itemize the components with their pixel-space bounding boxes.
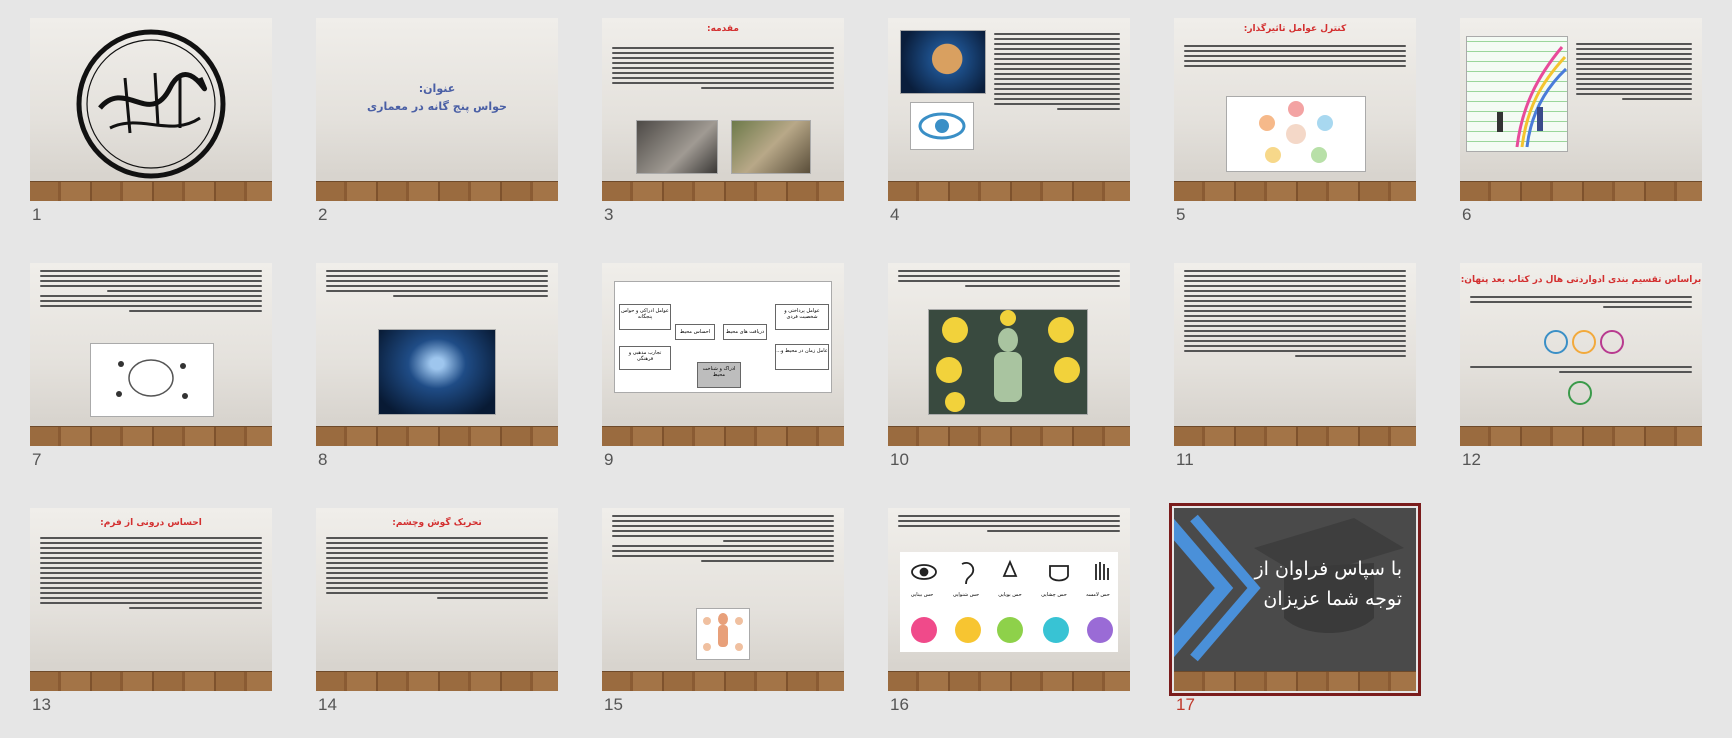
slide-thumbnail-5[interactable]	[1174, 18, 1416, 201]
slide-thumbnail-10[interactable]	[888, 263, 1130, 446]
brain-sketch	[90, 343, 214, 417]
body-senses-figure	[696, 608, 750, 660]
slide-number: 15	[604, 695, 623, 714]
body-text	[326, 267, 548, 300]
slide-11	[1174, 263, 1416, 446]
slide-thumbnail-6[interactable]	[1460, 18, 1702, 201]
slide-thumbnail-1[interactable]	[30, 18, 272, 201]
hand-icon	[1568, 381, 1592, 405]
slide-6	[1460, 18, 1702, 201]
slide-number: 6	[1462, 205, 1472, 224]
slide-number: 2	[318, 205, 328, 224]
slide-number: 3	[604, 205, 614, 224]
slide-1	[30, 18, 272, 201]
thanks-line-2: توجه شما عزیزان	[1263, 588, 1402, 610]
slide-4	[888, 18, 1130, 201]
body-text	[898, 512, 1120, 535]
head-brain-photo	[900, 30, 986, 94]
five-senses-chart	[900, 552, 1118, 652]
calligraphy-logo-icon	[30, 18, 272, 201]
slide-number: 5	[1176, 205, 1186, 224]
slide-3	[602, 18, 844, 201]
slide-12	[1460, 263, 1702, 446]
slide-thumbnail-15[interactable]	[602, 508, 844, 691]
slide-thumbnail-9[interactable]	[602, 263, 844, 446]
body-text	[326, 534, 548, 602]
body-text	[40, 534, 262, 612]
slide-16	[888, 508, 1130, 691]
slide-14	[316, 508, 558, 691]
slide-17	[1174, 508, 1416, 691]
slide-title: مقدمه:	[707, 24, 739, 34]
slide-number: 16	[890, 695, 909, 714]
perception-diagram	[614, 281, 832, 393]
slide-title: حواس پنج گانه در معماری	[367, 100, 507, 113]
slide-thumbnail-2[interactable]	[316, 18, 558, 201]
slide-thumbnail-16[interactable]	[888, 508, 1130, 691]
thanks-line-1: با سپاس فراوان از	[1254, 558, 1402, 580]
slide-5	[1174, 18, 1416, 201]
slide-thumbnail-7[interactable]	[30, 263, 272, 446]
slide-thumbnail-3[interactable]	[602, 18, 844, 201]
slide-thumbnail-4[interactable]	[888, 18, 1130, 201]
slide-2	[316, 18, 558, 201]
slide-title: تحریک گوش وچشم:	[392, 518, 482, 528]
sense-label: حس بینایی	[910, 592, 934, 598]
body-text	[40, 267, 262, 315]
body-text	[1470, 293, 1692, 311]
slide-number: 8	[318, 450, 328, 469]
interior-photo	[636, 120, 718, 174]
slide-number: 1	[32, 205, 42, 224]
slide-number: 12	[1462, 450, 1481, 469]
slide-title: احساس درونی از فرم:	[100, 518, 202, 528]
diagram-box: تجارب مذهبی و فرهنگی	[619, 346, 671, 370]
sense-label: حس بویایی	[998, 592, 1022, 598]
interior-lighting-photo	[378, 329, 496, 415]
slide-9	[602, 263, 844, 446]
diagram-box: احساس محیط	[675, 324, 715, 340]
slide-thumbnail-17[interactable]	[1174, 508, 1416, 691]
eye-illustration	[910, 102, 974, 150]
building-photo	[731, 120, 811, 174]
diagram-box: دریافت های محیط	[723, 324, 767, 340]
senses-icons	[1544, 329, 1624, 355]
slide-number: 7	[32, 450, 42, 469]
body-text	[1576, 40, 1692, 103]
slide-8	[316, 263, 558, 446]
slide-thumbnail-12[interactable]	[1460, 263, 1702, 446]
sense-label: حس شنوایی	[952, 592, 980, 598]
body-text	[612, 512, 834, 565]
slide-number: 14	[318, 695, 337, 714]
senses-body-illustration	[928, 309, 1088, 415]
slide-number: 11	[1176, 450, 1194, 469]
slide-number: 13	[32, 695, 51, 714]
slide-15	[602, 508, 844, 691]
senses-diagram	[1226, 96, 1366, 172]
sense-label: حس لامسه	[1086, 592, 1110, 598]
slide-number: 10	[890, 450, 909, 469]
slide-13	[30, 508, 272, 691]
slide-label: عنوان:	[418, 82, 456, 95]
slide-number: 9	[604, 450, 614, 469]
body-text	[898, 267, 1120, 290]
slide-number: 17	[1176, 695, 1195, 714]
slide-thumbnail-11[interactable]	[1174, 263, 1416, 446]
sense-label: حس چشایی	[1041, 592, 1067, 598]
slide-thumbnail-8[interactable]	[316, 263, 558, 446]
diagram-box: عوامل پرداختی و شخصیت فردی	[775, 304, 829, 330]
slide-number: 4	[890, 205, 900, 224]
slide-title: براساس تقسیم بندی ادوارد‌تی هال در کتاب بعد پنهان:	[1460, 275, 1702, 285]
diagram-box: ادراک و شناخت محیط	[697, 362, 741, 388]
body-text	[1184, 42, 1406, 70]
slide-thumbnail-14[interactable]	[316, 508, 558, 691]
slide-10	[888, 263, 1130, 446]
diagram-box: عامل زمان در محیط و...	[775, 344, 829, 370]
diagram-box: عوامل ادراکی و حواس پنجگانه	[619, 304, 671, 330]
body-text	[612, 44, 834, 92]
slide-thumbnail-13[interactable]	[30, 508, 272, 691]
slide-7	[30, 263, 272, 446]
body-text	[994, 30, 1120, 113]
body-text	[1184, 267, 1406, 360]
perspective-illustration	[1466, 36, 1568, 152]
slide-title: کنترل عوامل تاثیرگذار:	[1243, 24, 1347, 34]
body-text	[1470, 363, 1692, 376]
